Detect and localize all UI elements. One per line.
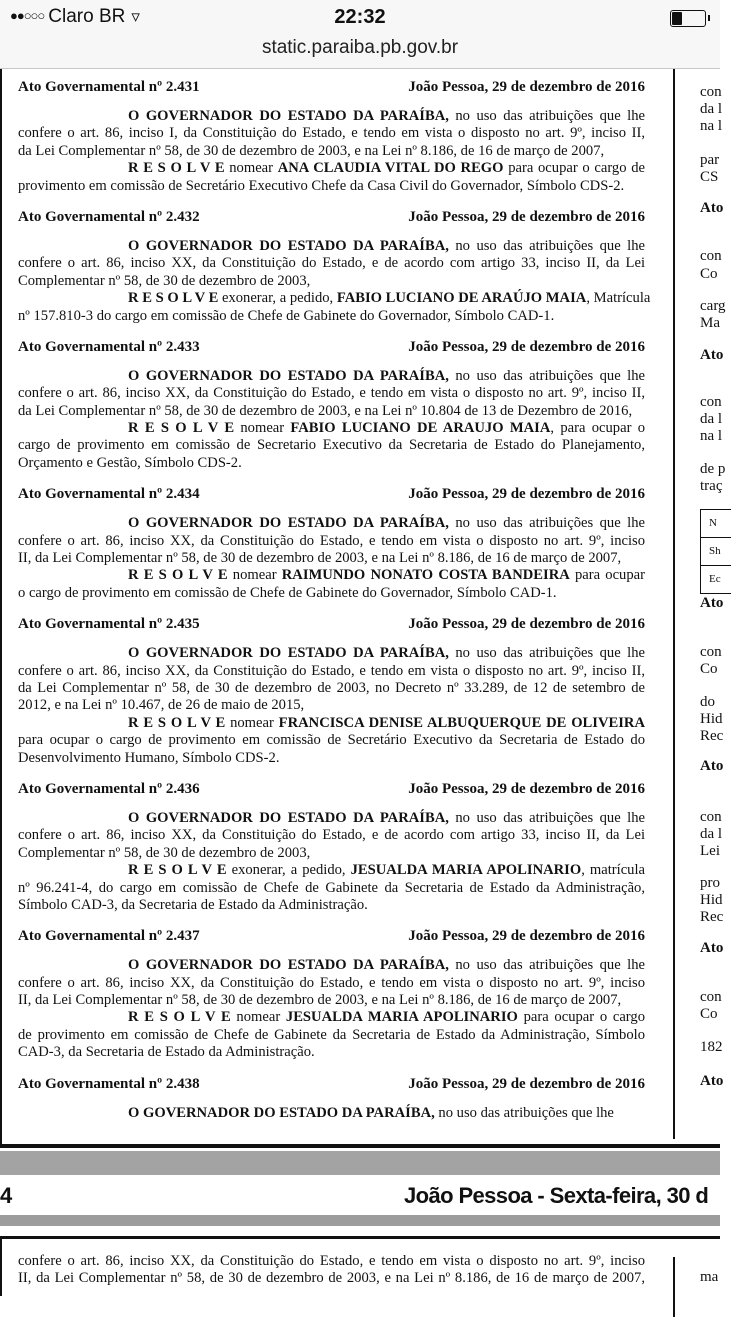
text-line: [18, 385, 645, 402]
bold-text: FRANCISCA DENISE ALBUQUERQUE DE OLIVEIRA: [278, 714, 645, 731]
text-line: [18, 957, 645, 974]
text-run: II, da Lei Complementar nº 58, de 30 de dezembro de 2003, e na Lei nº 8.186, de 16 de março de 2007,: [18, 1270, 645, 1287]
right-column-fragment: Hid: [700, 711, 723, 727]
text-run: Complementar nº 58, de 30 de dezembro de 2003,: [18, 844, 311, 861]
ato-number: Ato Governamental nº 2.437: [18, 928, 200, 945]
text-line: [18, 897, 645, 914]
right-column-fragment: da l: [700, 826, 723, 842]
bold-text: R E S O L V E: [128, 290, 219, 307]
right-column-fragment: Ato: [700, 940, 724, 956]
text-line: [18, 975, 645, 992]
header-rule-band: [0, 1215, 720, 1226]
text-run: Símbolo CAD-3, da Secretaria de Estado da Administração.: [18, 896, 368, 913]
text-line: [18, 515, 645, 532]
right-column-fragment: Co: [700, 1006, 718, 1022]
right-column-fragment: ma: [700, 1269, 719, 1285]
text-line: [18, 810, 645, 827]
text-run: no uso das atribuições que lhe: [448, 237, 646, 254]
text-line: [18, 403, 645, 420]
ato-heading: [18, 338, 645, 356]
right-column-fragment: Co: [700, 266, 718, 282]
text-run: confere o art. 86, inciso XX, da Constituição do Estado, e tendo em vista o disposto no art. 9º, inciso II,: [18, 385, 645, 402]
clock: 22:32: [334, 6, 386, 28]
right-column-fragment: carg: [700, 298, 726, 314]
right-column-fragment: Ma: [700, 315, 720, 331]
ato-governamental: [18, 338, 645, 472]
right-column-fragment: 182: [700, 1039, 723, 1055]
text-line: [18, 178, 645, 195]
ato-number: Ato Governamental nº 2.433: [18, 338, 200, 355]
bold-text: O GOVERNADOR DO ESTADO DA PARAÍBA,: [128, 957, 449, 974]
right-column-table: [700, 509, 731, 594]
text-run: da Lei Complementar nº 58, de 30 de dezembro de 2003, e na Lei nº 8.186, de 16 de março de 2007,: [18, 142, 605, 159]
text-run: para ocupar: [569, 567, 645, 584]
right-column-fragment: Hid: [700, 892, 723, 908]
bold-text: ANA CLAUDIA VITAL DO REGO: [277, 160, 504, 177]
ato-heading: [18, 78, 645, 96]
carrier-name: Claro BR: [48, 6, 126, 27]
text-run: confere o art. 86, inciso XX, da Constituição do Estado, e tendo em vista o disposto no art. 9º, inciso: [18, 532, 645, 549]
ato-number: Ato Governamental nº 2.435: [18, 616, 200, 633]
right-column-fragment: da l: [700, 101, 723, 117]
ato-governamental: [18, 485, 645, 602]
text-line: [18, 273, 645, 290]
text-line: [18, 715, 645, 732]
text-line: [18, 1009, 645, 1026]
bold-text: R E S O L V E: [128, 862, 227, 879]
text-run: , matrícula: [581, 862, 645, 879]
right-column-fragment: con: [700, 248, 722, 264]
text-line: [18, 308, 645, 325]
ato-date: João Pessoa, 29 de dezembro de 2016: [408, 486, 645, 503]
text-line: [18, 992, 645, 1009]
text-line: [18, 255, 645, 272]
text-run: nº 157.810-3 do cargo em comissão de Chefe de Gabinete do Governador, Símbolo CAD-1.: [18, 307, 555, 324]
bold-text: R E S O L V E: [128, 1009, 231, 1026]
ato-date: João Pessoa, 29 de dezembro de 2016: [408, 928, 645, 945]
bold-text: FABIO LUCIANO DE ARAÚJO MAIA: [336, 290, 587, 307]
text-run: nomear: [224, 160, 278, 177]
page-number: 4: [0, 1183, 13, 1208]
right-column-fragment: Lei: [700, 843, 720, 859]
right-column-fragment: de p: [700, 461, 726, 477]
text-run: , Matrícula: [586, 290, 651, 307]
ato-governamental: [18, 927, 645, 1061]
text-run: confere o art. 86, inciso I, da Constituição do Estado, e tendo em vista o disposto no art. 9º, inciso II,: [18, 125, 645, 142]
text-run: no uso das atribuições que lhe: [448, 515, 646, 532]
text-line: [18, 437, 645, 454]
bold-text: O GOVERNADOR DO ESTADO DA PARAÍBA,: [128, 367, 449, 384]
ato-date: João Pessoa, 29 de dezembro de 2016: [408, 79, 645, 95]
right-column-fragment: na l: [700, 118, 723, 134]
text-run: da Lei Complementar nº 58, de 30 de dezembro de 2003, no Decreto nº 33.289, de 12 de setembro de: [18, 679, 645, 696]
right-column-fragment: con: [700, 809, 722, 825]
table-cell: Sh: [701, 538, 731, 566]
text-run: II, da Lei Complementar nº 58, de 30 de dezembro de 2003, e na Lei nº 8.186, de 16 de março de 2007,: [18, 992, 622, 1009]
bold-text: R E S O L V E: [128, 160, 225, 177]
right-column-fragment: con: [700, 989, 722, 1005]
text-run: exonerar, a pedido,: [226, 862, 351, 879]
column-divider: [673, 69, 675, 1139]
ato-heading: [18, 927, 645, 945]
signal-strength-icon: ●●○○○: [10, 8, 45, 23]
left-column: [18, 1253, 645, 1288]
text-line: [18, 862, 645, 879]
text-line: [18, 533, 645, 550]
ato-date: João Pessoa, 29 de dezembro de 2016: [408, 616, 645, 633]
bold-text: RAIMUNDO NONATO COSTA BANDEIRA: [281, 567, 570, 584]
bold-text: JESUALDA MARIA APOLINARIO: [350, 862, 582, 879]
right-column-fragment: na l: [700, 428, 723, 444]
battery-level: [672, 12, 682, 25]
ato-heading: [18, 780, 645, 798]
right-column-fragment: do: [700, 694, 715, 710]
right-column-fragment: con: [700, 394, 722, 410]
bold-text: FABIO LUCIANO DE ARAUJO MAIA: [290, 420, 551, 437]
text-line: [18, 585, 645, 602]
right-column-fragment: Co: [700, 661, 718, 677]
column-divider: [673, 1257, 675, 1317]
ato-number: Ato Governamental nº 2.438: [18, 1075, 200, 1092]
text-run: para ocupar o cargo: [517, 1009, 646, 1026]
text-run: de provimento em comissão de Chefe de Gabinete da Secretaria de Estado da Administração, Símbolo: [18, 1026, 645, 1043]
bold-text: O GOVERNADOR DO ESTADO DA PARAÍBA,: [128, 515, 449, 532]
pdf-page-2: [0, 1236, 720, 1296]
right-column-fragment: con: [700, 84, 722, 100]
text-line: [18, 125, 645, 142]
text-line: [18, 880, 645, 897]
text-run: , para ocupar o: [550, 420, 646, 437]
text-run: no uso das atribuições que lhe: [434, 1104, 614, 1121]
text-line: [18, 680, 645, 697]
text-run: confere o art. 86, inciso XX, da Constituição do Estado, e de acordo com artigo 33, inciso II, da Lei: [18, 827, 645, 844]
right-column-fragment: Rec: [700, 728, 724, 744]
text-run: da Lei Complementar nº 58, de 30 de dezembro de 2003, e na Lei nº 10.804 de 13 de Dezembro de 2016,: [18, 402, 633, 419]
text-run: para ocupar o cargo de: [503, 160, 645, 177]
ato-number: Ato Governamental nº 2.431: [18, 79, 200, 95]
right-column-fragment: traç: [700, 478, 723, 494]
text-run: o cargo de provimento em comissão de Chefe de Gabinete do Governador, Símbolo CAD-1.: [18, 584, 557, 601]
text-run: II, da Lei Complementar nº 58, de 30 de dezembro de 2003, e na Lei nº 8.186, de 16 de março de 2007,: [18, 550, 622, 567]
ato-heading: [18, 208, 645, 226]
text-line: [18, 1253, 645, 1270]
right-column-fragment: Ato: [700, 200, 724, 216]
page-separator-band: [0, 1151, 720, 1175]
ato-heading: [18, 1075, 645, 1093]
bold-text: R E S O L V E: [128, 567, 228, 584]
right-column-fragment: pro: [700, 875, 720, 891]
text-run: Orçamento e Gestão, Símbolo CDS-2.: [18, 454, 242, 471]
text-run: exonerar, a pedido,: [218, 290, 337, 307]
wifi-icon: ▿: [131, 7, 140, 26]
right-column-fragment: con: [700, 644, 722, 660]
table-cell: N: [701, 510, 731, 538]
bold-text: R E S O L V E: [128, 714, 226, 731]
ato-date: João Pessoa, 29 de dezembro de 2016: [408, 208, 645, 225]
text-line: [18, 663, 645, 680]
text-line: [18, 732, 645, 749]
right-column-fragment: par: [700, 152, 720, 168]
battery-icon: [670, 10, 706, 27]
bold-text: O GOVERNADOR DO ESTADO DA PARAÍBA,: [128, 1104, 435, 1121]
text-line: [18, 567, 645, 584]
ato-governamental: [18, 780, 645, 914]
text-line: [18, 750, 645, 767]
text-run: nomear: [227, 567, 282, 584]
text-line: [18, 290, 651, 307]
text-line: [18, 1105, 645, 1122]
ato-number: Ato Governamental nº 2.434: [18, 486, 200, 503]
right-column-fragment: CS: [700, 169, 719, 185]
text-line: [18, 645, 645, 662]
text-line: [18, 455, 645, 472]
bold-text: JESUALDA MARIA APOLINARIO: [285, 1009, 518, 1026]
bold-text: O GOVERNADOR DO ESTADO DA PARAÍBA,: [128, 809, 449, 826]
right-column-fragment: Ato: [700, 347, 724, 363]
text-run: nº 96.241-4, do cargo em comissão de Chefe de Gabinete da Secretaria de Estado da Administração,: [18, 879, 645, 896]
text-line: [18, 420, 645, 437]
text-line: [18, 1027, 645, 1044]
text-line: [18, 697, 645, 714]
ato-governamental: [18, 208, 651, 325]
ato-governamental: [18, 615, 645, 767]
text-run: no uso das atribuições que lhe: [448, 108, 646, 124]
text-line: [18, 160, 645, 177]
ato-date: João Pessoa, 29 de dezembro de 2016: [408, 338, 645, 355]
text-run: confere o art. 86, inciso XX, da Constituição do Estado, e tendo em vista o disposto no art. 9º, inciso: [18, 1253, 645, 1269]
text-run: no uso das atribuições que lhe: [448, 957, 646, 974]
text-line: [18, 143, 645, 160]
ato-number: Ato Governamental nº 2.432: [18, 208, 200, 225]
bold-text: O GOVERNADOR DO ESTADO DA PARAÍBA,: [128, 237, 449, 254]
text-run: no uso das atribuições que lhe: [448, 367, 646, 384]
text-line: [18, 1270, 645, 1287]
right-column-fragment: Rec: [700, 909, 724, 925]
ato-date: João Pessoa, 29 de dezembro de 2016: [408, 780, 645, 797]
text-run: cargo de provimento em comissão de Secretario Executivo da Secretaria de Estado do Planejamento,: [18, 437, 645, 454]
text-run: provimento em comissão de Secretário Executivo Chefe da Casa Civil do Governador, Símbolo CDS-2.: [18, 177, 625, 194]
bold-text: O GOVERNADOR DO ESTADO DA PARAÍBA,: [128, 108, 449, 124]
address-bar-url[interactable]: static.paraiba.pb.gov.br: [261, 37, 459, 58]
pdf-page: [0, 69, 726, 1148]
text-line: [18, 368, 645, 385]
page-header: [0, 1177, 720, 1213]
ato-heading: [18, 485, 645, 503]
right-column-fragment: Ato: [700, 595, 724, 611]
ato-governamental: [18, 1075, 645, 1122]
text-run: nomear: [234, 420, 291, 437]
right-column-fragment: da l: [700, 411, 723, 427]
bold-text: R E S O L V E: [128, 420, 235, 437]
text-run: Complementar nº 58, de 30 de dezembro de 2003,: [18, 272, 311, 289]
text-line: [18, 1044, 645, 1061]
text-run: para ocupar o cargo de provimento em comissão de Secretário Executivo da Secretaria de Estado do: [18, 732, 645, 749]
text-run: nomear: [230, 1009, 286, 1026]
right-column-fragment: Ato: [700, 758, 724, 774]
ato-number: Ato Governamental nº 2.436: [18, 780, 200, 797]
text-run: Desenvolvimento Humano, Símbolo CDS-2.: [18, 749, 280, 766]
left-column: [18, 78, 651, 1135]
text-line: [18, 550, 645, 567]
text-run: confere o art. 86, inciso XX, da Constituição do Estado, e tendo em vista o disposto no art. 9º, inciso II,: [18, 662, 645, 679]
text-line: [18, 845, 645, 862]
text-run: nomear: [225, 714, 279, 731]
table-cell: Ec: [709, 573, 721, 585]
text-run: no uso das atribuições que lhe: [448, 809, 646, 826]
text-run: 2012, e na Lei nº 10.467, de 26 de maio de 2015,: [18, 697, 305, 714]
text-run: confere o art. 86, inciso XX, da Constituição do Estado, e tendo em vista o disposto no art. 9º, inciso: [18, 974, 645, 991]
text-line: [18, 827, 645, 844]
text-line: [18, 108, 645, 125]
ios-status-and-address-bar: [0, 0, 720, 69]
bold-text: O GOVERNADOR DO ESTADO DA PARAÍBA,: [128, 645, 449, 662]
text-run: no uso das atribuições que lhe: [448, 645, 646, 662]
text-run: confere o art. 86, inciso XX, da Constituição do Estado, e de acordo com artigo 33, inciso II, da Lei: [18, 255, 645, 272]
right-column-fragment: Ato: [700, 1073, 724, 1089]
text-run: CAD-3, da Secretaria de Estado da Administração.: [18, 1044, 315, 1061]
page-header-title: João Pessoa - Sexta-feira, 30 d: [404, 1183, 709, 1208]
ato-governamental: [18, 78, 645, 195]
ato-heading: [18, 615, 645, 633]
ato-date: João Pessoa, 29 de dezembro de 2016: [408, 1075, 645, 1092]
text-line: [18, 238, 645, 255]
